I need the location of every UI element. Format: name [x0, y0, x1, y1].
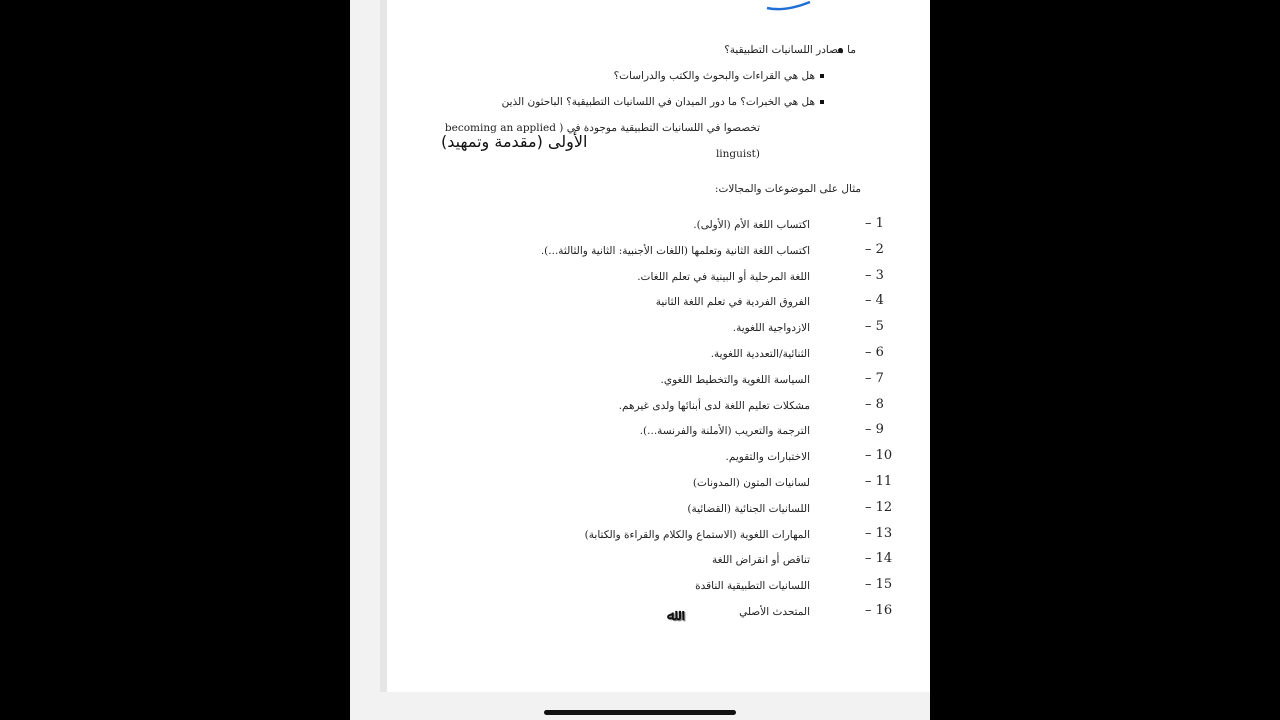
- sub-bullet: هل هي القراءات والبحوث والكتب والدراسات؟: [613, 70, 815, 82]
- item-text: اكتساب اللغة الأم (الأولى).: [693, 219, 810, 231]
- phone-screen: [350, 0, 930, 720]
- list-item: [387, 448, 930, 468]
- item-text: الثنائية/التعددية اللغوية.: [710, 348, 810, 360]
- list-item: [387, 603, 930, 623]
- list-item: [387, 551, 930, 571]
- square-bullet-icon: [820, 74, 824, 78]
- item-text: المهارات اللغوية (الاستماع والكلام والقراءة والكتابة): [584, 528, 810, 541]
- overlay-caption: الأولى (مقدمة وتمهيد): [441, 132, 588, 151]
- item-text: تناقص أو انقراض اللغة: [711, 554, 810, 567]
- list-item: [387, 216, 930, 236]
- item-number: – 1: [865, 216, 884, 231]
- item-number: – 9: [865, 422, 884, 437]
- item-number: – 11: [865, 474, 892, 489]
- list-item: [387, 526, 930, 546]
- list-item: [387, 474, 930, 494]
- item-text: السياسة اللغوية والتخطيط اللغوي.: [660, 373, 810, 386]
- list-item: [387, 319, 930, 339]
- item-number: – 2: [865, 242, 884, 257]
- item-number: – 8: [865, 397, 884, 412]
- sub-bullet: هل هي الخبرات؟ ما دور الميدان في اللسانيات التطبيقية؟ الباحثون الذين: [501, 96, 815, 108]
- list-item: [387, 500, 930, 520]
- item-text: اللغة المرحلية أو البينية في تعلم اللغات.: [637, 270, 810, 283]
- list-item: [387, 345, 930, 365]
- list-item: [387, 577, 930, 597]
- item-text: الترجمة والتعريب (الأملنة والفرنسة...).: [639, 425, 810, 438]
- question-heading: ما مصادر اللسانيات التطبيقية؟: [724, 44, 856, 56]
- item-text: لسانيات المتون (المدونات): [692, 477, 810, 489]
- stamp-logo: ﷲ: [667, 606, 676, 624]
- item-number: – 7: [865, 371, 884, 386]
- home-indicator[interactable]: [544, 710, 736, 715]
- item-text: الازدواجية اللغوية.: [732, 322, 810, 335]
- item-text: اللسانيات الجنائية (القضائية): [687, 502, 810, 515]
- item-number: – 13: [865, 526, 892, 541]
- list-item: [387, 371, 930, 391]
- item-text: الاختبارات والتقويم.: [725, 451, 810, 464]
- item-number: – 10: [865, 448, 892, 463]
- item-text: الفروق الفردية في تعلم اللغة الثانية: [655, 296, 810, 309]
- item-number: – 4: [865, 293, 884, 308]
- continuation-end: (linguist: [715, 148, 760, 160]
- pen-stroke-annotation: [765, 0, 815, 14]
- examples-heading: مثال على الموضوعات والمجالات:: [714, 183, 861, 195]
- item-number: – 5: [865, 319, 884, 334]
- list-item: [387, 397, 930, 417]
- document-page[interactable]: [387, 0, 930, 692]
- item-number: – 6: [865, 345, 884, 360]
- page-edge: [380, 0, 387, 692]
- item-text: المتحدث الأصلي: [739, 606, 810, 618]
- item-text: اللسانيات التطبيقية الناقدة: [695, 580, 810, 593]
- item-text: مشكلات تعليم اللغة لدى أبنائها ولدى غيرهم.: [618, 399, 810, 412]
- item-number: – 15: [865, 577, 892, 592]
- item-number: – 3: [865, 268, 884, 283]
- item-number: – 16: [865, 603, 892, 618]
- item-text: اكتساب اللغة الثانية وتعلمها (اللغات الأجنبية: الثانية والثالثة...).: [540, 244, 810, 257]
- item-number: – 12: [865, 500, 892, 515]
- list-item: [387, 268, 930, 288]
- list-item: [387, 422, 930, 442]
- square-bullet-icon: [820, 100, 824, 104]
- list-item: [387, 293, 930, 313]
- item-number: – 14: [865, 551, 892, 566]
- continuation-line: تخصصوا في اللسانيات التطبيقية موجودة في ( becoming an applied: [444, 122, 760, 134]
- list-item: [387, 242, 930, 262]
